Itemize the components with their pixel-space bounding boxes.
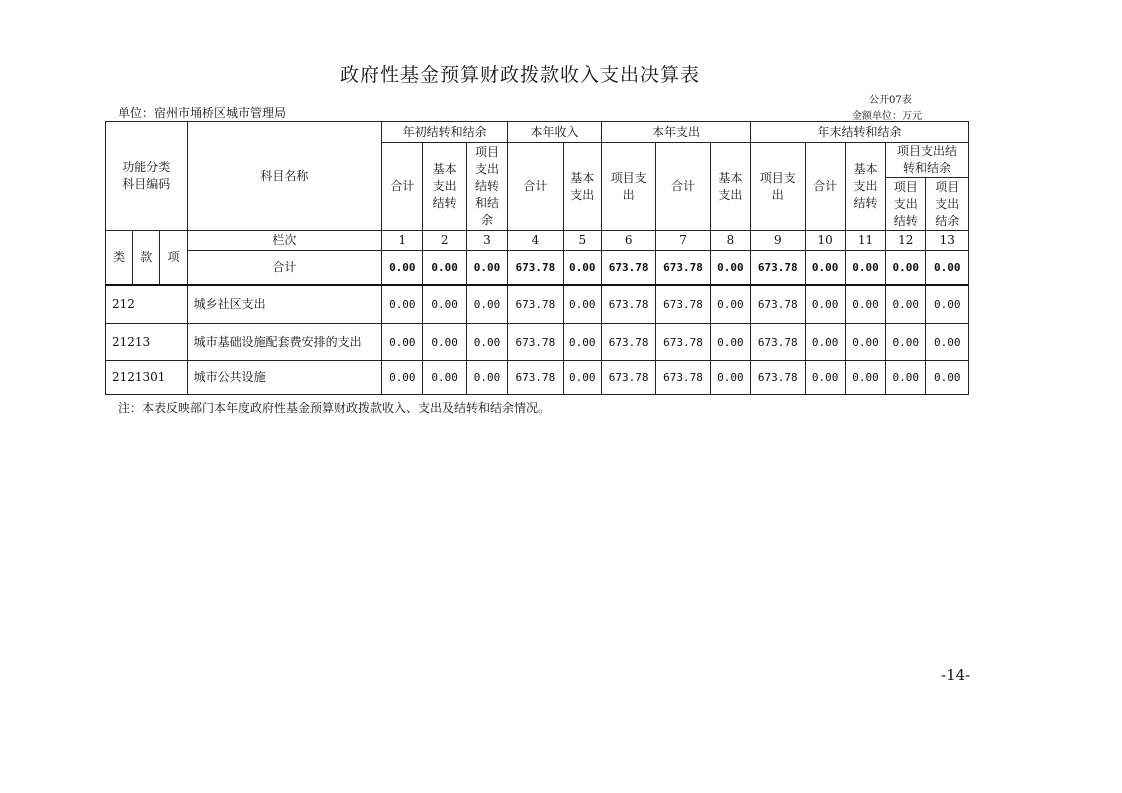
row-value: 0.00 xyxy=(886,285,926,324)
col-number: 6 xyxy=(601,231,655,251)
row-value: 0.00 xyxy=(805,285,845,324)
row-value: 0.00 xyxy=(926,285,969,324)
row-name: 城市公共设施 xyxy=(187,361,382,395)
income-total-header: 合计 xyxy=(508,143,563,231)
col-number: 4 xyxy=(508,231,563,251)
table-row xyxy=(106,285,969,324)
row-name: 城乡社区支出 xyxy=(187,285,382,324)
col-number: 12 xyxy=(886,231,926,251)
col-number: 5 xyxy=(563,231,601,251)
row-value: 0.00 xyxy=(926,361,969,395)
begin-project-carry-header: 项目支出结转和结余 xyxy=(466,143,507,231)
col-number: 3 xyxy=(466,231,507,251)
total-row xyxy=(106,251,969,285)
row-value: 0.00 xyxy=(423,285,466,324)
group-income-header: 本年收入 xyxy=(508,122,602,143)
row-value: 0.00 xyxy=(466,324,507,361)
row-value: 673.78 xyxy=(656,324,710,361)
col-number: 7 xyxy=(656,231,710,251)
row-value: 0.00 xyxy=(423,361,466,395)
row-value: 0.00 xyxy=(563,285,601,324)
group-begin-header: 年初结转和结余 xyxy=(382,122,508,143)
end-project-header: 项目支出 xyxy=(751,143,805,231)
row-value: 0.00 xyxy=(466,361,507,395)
col-number: 1 xyxy=(382,231,423,251)
end-project-group-header: 项目支出结转和结余 xyxy=(886,143,969,178)
lei-header: 类 xyxy=(106,231,133,285)
func-code-header: 功能分类科目编码 xyxy=(106,122,188,231)
total-value: 0.00 xyxy=(886,251,926,285)
unit-label: 单位：宿州市埇桥区城市管理局 xyxy=(118,106,287,120)
total-label: 合计 xyxy=(187,251,382,285)
row-value: 673.78 xyxy=(508,324,563,361)
row-value: 673.78 xyxy=(508,285,563,324)
total-value: 0.00 xyxy=(710,251,750,285)
row-value: 0.00 xyxy=(563,361,601,395)
end-project-surplus-header: 项目支出结余 xyxy=(926,178,969,231)
row-value: 0.00 xyxy=(563,324,601,361)
row-value: 0.00 xyxy=(382,285,423,324)
begin-total-header: 合计 xyxy=(382,143,423,231)
budget-table xyxy=(105,121,969,395)
total-value: 0.00 xyxy=(805,251,845,285)
table-row xyxy=(106,361,969,395)
lanci-label: 栏次 xyxy=(187,231,382,251)
page-title: 政府性基金预算财政拨款收入支出决算表 xyxy=(339,64,700,86)
group-expend-header: 本年支出 xyxy=(601,122,750,143)
row-value: 0.00 xyxy=(466,285,507,324)
end-project-carry-header: 项目支出结转 xyxy=(886,178,926,231)
total-value: 0.00 xyxy=(926,251,969,285)
row-value: 673.78 xyxy=(601,324,655,361)
row-value: 673.78 xyxy=(751,324,805,361)
col-number: 10 xyxy=(805,231,845,251)
row-value: 0.00 xyxy=(845,361,885,395)
total-value: 0.00 xyxy=(423,251,466,285)
expend-basic-header: 基本支出 xyxy=(710,143,750,231)
col-number: 9 xyxy=(751,231,805,251)
row-value: 0.00 xyxy=(886,324,926,361)
col-number: 8 xyxy=(710,231,750,251)
xiang-header: 项 xyxy=(160,231,187,285)
end-basic-carry-header: 基本支出结转 xyxy=(845,143,885,231)
kuan-header: 款 xyxy=(133,231,160,285)
total-value: 0.00 xyxy=(466,251,507,285)
row-code: 212 xyxy=(106,285,188,324)
expend-total-header: 合计 xyxy=(656,143,710,231)
col-number: 2 xyxy=(423,231,466,251)
row-value: 0.00 xyxy=(886,361,926,395)
row-value: 0.00 xyxy=(423,324,466,361)
row-value: 673.78 xyxy=(656,285,710,324)
row-value: 0.00 xyxy=(805,361,845,395)
row-value: 0.00 xyxy=(710,361,750,395)
row-name: 城市基础设施配套费安排的支出 xyxy=(187,324,382,361)
total-value: 0.00 xyxy=(845,251,885,285)
row-value: 673.78 xyxy=(508,361,563,395)
total-value: 673.78 xyxy=(656,251,710,285)
expend-project-header: 项目支出 xyxy=(601,143,655,231)
footnote: 注：本表反映部门本年度政府性基金预算财政拨款收入、支出及结转和结余情况。 xyxy=(118,401,551,415)
begin-basic-carry-header: 基本支出结转 xyxy=(423,143,466,231)
amount-unit: 金额单位：万元 xyxy=(852,111,922,122)
row-value: 673.78 xyxy=(656,361,710,395)
row-value: 0.00 xyxy=(382,361,423,395)
end-total-header: 合计 xyxy=(805,143,845,231)
total-value: 0.00 xyxy=(563,251,601,285)
row-value: 0.00 xyxy=(845,324,885,361)
row-value: 0.00 xyxy=(382,324,423,361)
income-basic-header: 基本支出 xyxy=(563,143,601,231)
row-value: 0.00 xyxy=(926,324,969,361)
row-value: 0.00 xyxy=(710,285,750,324)
row-value: 0.00 xyxy=(805,324,845,361)
page-number: -14- xyxy=(941,666,971,684)
subject-name-header: 科目名称 xyxy=(187,122,382,231)
row-value: 673.78 xyxy=(751,285,805,324)
form-number: 公开07表 xyxy=(869,95,912,106)
total-value: 0.00 xyxy=(382,251,423,285)
row-value: 0.00 xyxy=(845,285,885,324)
col-number: 13 xyxy=(926,231,969,251)
total-value: 673.78 xyxy=(508,251,563,285)
row-value: 673.78 xyxy=(751,361,805,395)
total-value: 673.78 xyxy=(751,251,805,285)
row-code: 21213 xyxy=(106,324,188,361)
row-code: 2121301 xyxy=(106,361,188,395)
col-number: 11 xyxy=(845,231,885,251)
total-value: 673.78 xyxy=(601,251,655,285)
row-value: 0.00 xyxy=(710,324,750,361)
row-value: 673.78 xyxy=(601,361,655,395)
table-row xyxy=(106,324,969,361)
group-end-header: 年末结转和结余 xyxy=(751,122,969,143)
row-value: 673.78 xyxy=(601,285,655,324)
